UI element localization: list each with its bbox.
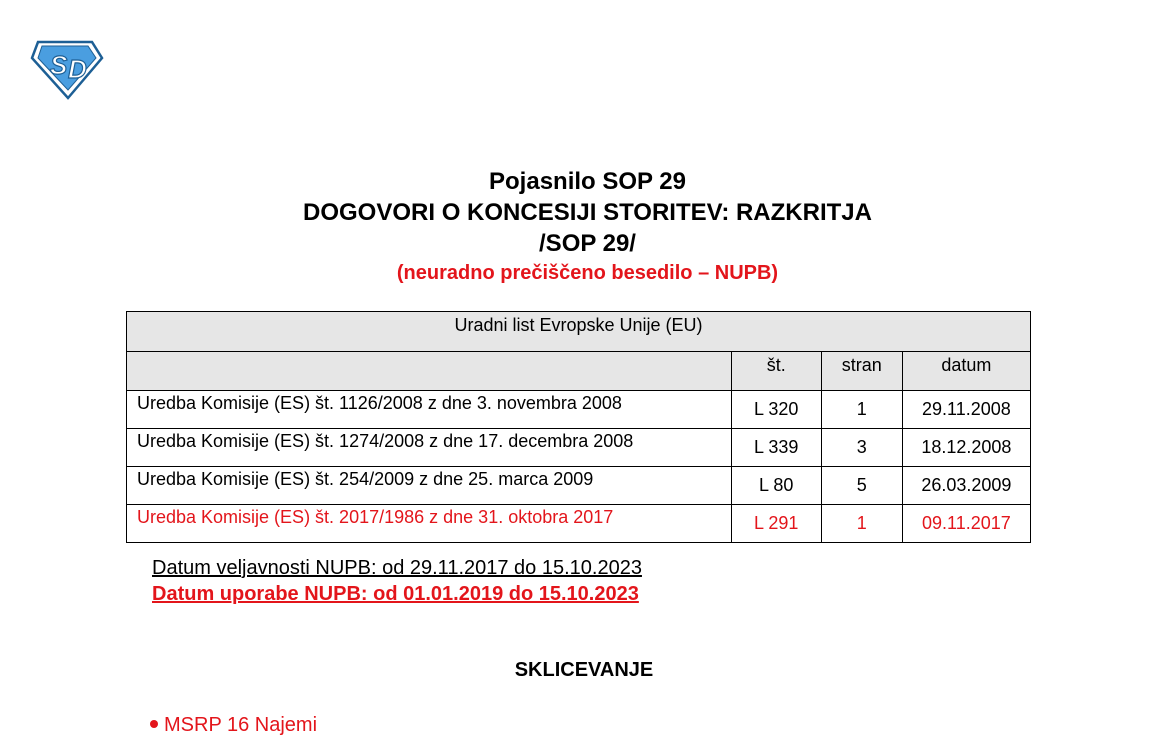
validity-dates bbox=[152, 555, 642, 607]
table-row bbox=[127, 467, 1031, 505]
title-line-3: /SOP 29/ bbox=[539, 230, 636, 257]
validity-date: Datum veljavnosti NUPB: od 29.11.2017 do 15.10.2023 bbox=[152, 557, 642, 579]
column-header-datum: datum bbox=[902, 352, 1030, 391]
row-stran: 5 bbox=[821, 467, 902, 505]
column-header-desc bbox=[127, 352, 732, 391]
reference-list-item bbox=[150, 714, 317, 737]
row-st: L 80 bbox=[731, 467, 821, 505]
row-datum: 26.03.2009 bbox=[902, 467, 1030, 505]
bullet-icon bbox=[150, 720, 158, 728]
row-st: L 339 bbox=[731, 429, 821, 467]
table-header: Uradni list Evropske Unije (EU) bbox=[127, 312, 1031, 352]
row-st: L 291 bbox=[731, 505, 821, 543]
row-desc: Uredba Komisije (ES) št. 1126/2008 z dne 3. novembra 2008 bbox=[127, 391, 732, 429]
table-row bbox=[127, 391, 1031, 429]
row-desc: Uredba Komisije (ES) št. 254/2009 z dne 25. marca 2009 bbox=[127, 467, 732, 505]
application-date: Datum uporabe NUPB: od 01.01.2019 do 15.10.2023 bbox=[152, 583, 639, 605]
row-st: L 320 bbox=[731, 391, 821, 429]
reference-text: MSRP 16 Najemi bbox=[164, 714, 318, 736]
column-header-st: št. bbox=[731, 352, 821, 391]
table-columns-row bbox=[127, 352, 1031, 391]
row-stran: 1 bbox=[821, 391, 902, 429]
row-desc: Uredba Komisije (ES) št. 1274/2008 z dne 17. decembra 2008 bbox=[127, 429, 732, 467]
document-title bbox=[0, 166, 1157, 287]
table-row bbox=[127, 429, 1031, 467]
svg-text:S: S bbox=[50, 50, 68, 80]
regulations-table bbox=[126, 311, 1031, 543]
row-datum: 18.12.2008 bbox=[902, 429, 1030, 467]
section-heading: SKLICEVANJE bbox=[514, 659, 654, 681]
table-row-amended bbox=[127, 505, 1031, 543]
row-datum: 29.11.2008 bbox=[902, 391, 1030, 429]
row-datum: 09.11.2017 bbox=[902, 505, 1030, 543]
column-header-stran: stran bbox=[821, 352, 902, 391]
svg-text:D: D bbox=[68, 54, 87, 84]
row-stran: 3 bbox=[821, 429, 902, 467]
table-header-row bbox=[127, 312, 1031, 352]
title-line-2: DOGOVORI O KONCESIJI STORITEV: RAZKRITJA bbox=[303, 199, 872, 226]
title-subtitle: (neuradno prečiščeno besedilo – NUPB) bbox=[396, 262, 779, 284]
row-desc: Uredba Komisije (ES) št. 2017/1986 z dne 31. oktobra 2017 bbox=[127, 505, 732, 543]
title-line-1: Pojasnilo SOP 29 bbox=[489, 168, 686, 195]
row-stran: 1 bbox=[821, 505, 902, 543]
logo bbox=[30, 38, 104, 100]
sd-diamond-logo-icon bbox=[30, 38, 104, 100]
